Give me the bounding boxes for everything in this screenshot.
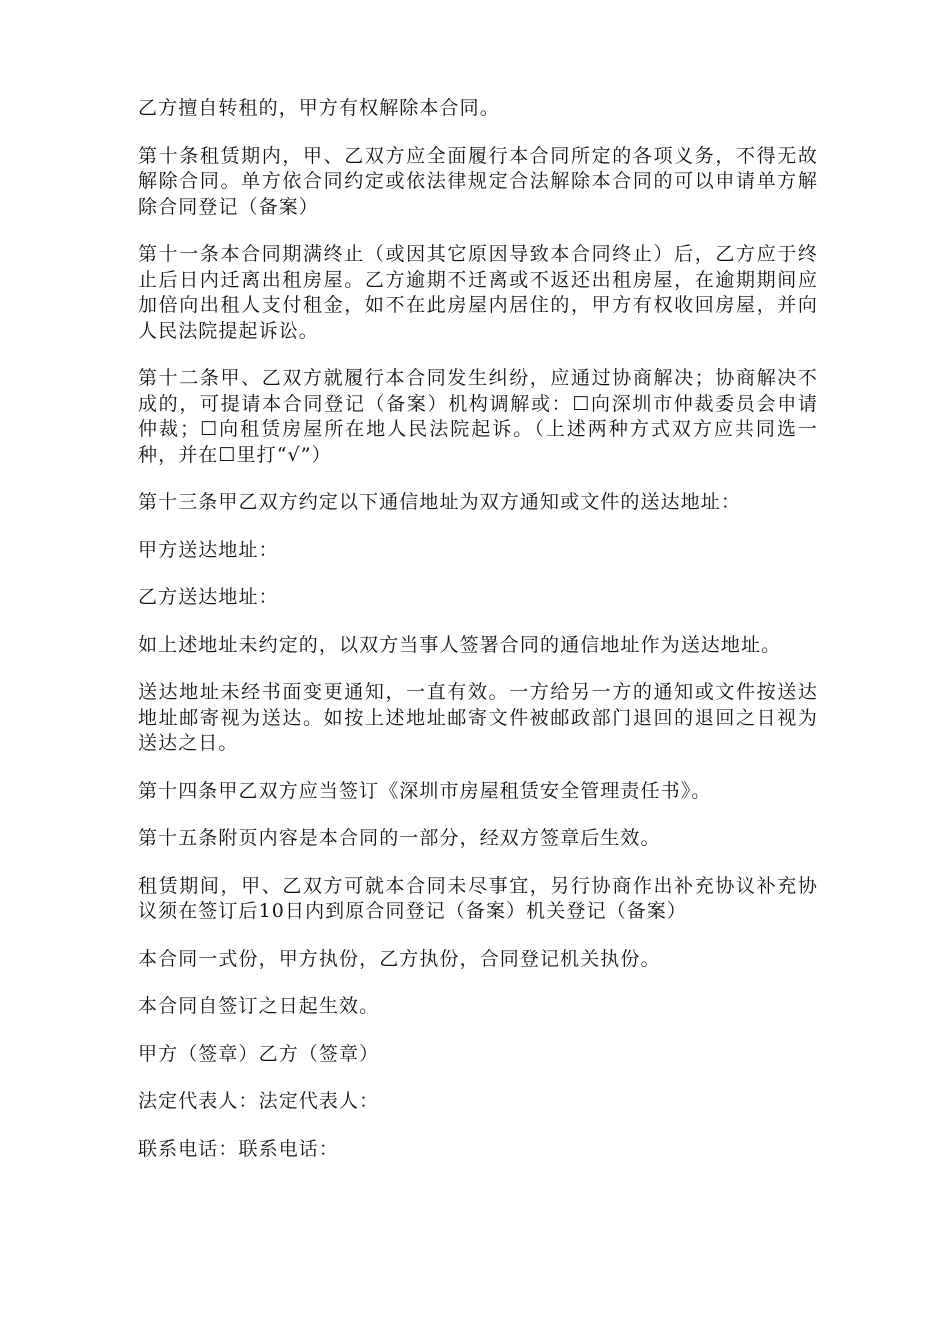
paragraph-article-15: 第十五条附页内容是本合同的一部分，经双方签章后生效。 bbox=[138, 827, 661, 849]
paragraph-sublease-termination: 乙方擅自转租的，甲方有权解除本合同。 bbox=[138, 97, 500, 119]
paragraph-article-11: 第十一条本合同期满终止（或因其它原因导致本合同终止）后，乙方应于终止后日内迁离出租房屋。乙方逾期不迁离或不返还出租房屋，在逾期期间应加倍向出租人支付租金，如不在此房屋内居住的，甲方有权收回房屋，并向人民法院提起诉讼。 bbox=[138, 243, 818, 342]
contract-page bbox=[138, 96, 818, 1184]
paragraph-default-address: 如上述地址未约定的，以双方当事人签署合同的通信地址作为送达地址。 bbox=[138, 633, 782, 656]
party-b-address-line: 乙方送达地址： bbox=[138, 586, 279, 608]
legal-representative-line: 法定代表人：法定代表人： bbox=[138, 1090, 380, 1112]
contact-phone-line: 联系电话：联系电话： bbox=[138, 1137, 340, 1160]
signature-line: 甲方（签章）乙方（签章） bbox=[138, 1042, 380, 1065]
paragraph-article-13: 第十三条甲乙双方约定以下通信地址为双方通知或文件的送达地址： bbox=[138, 491, 742, 513]
party-a-address-line: 甲方送达地址： bbox=[138, 538, 279, 561]
paragraph-article-10: 第十条租赁期内，甲、乙双方应全面履行本合同所定的各项义务，不得无故解除合同。单方依合同约定或依法律规定合法解除本合同的可以申请单方解除合同登记（备案） bbox=[138, 144, 818, 218]
paragraph-copies: 本合同一式份，甲方执份，乙方执份，合同登记机关执份。 bbox=[138, 947, 661, 970]
paragraph-supplementary-agreement: 租赁期间，甲、乙双方可就本合同未尽事宜，另行协商作出补充协议补充协议须在签订后10日内到原合同登记（备案）机关登记（备案） bbox=[138, 874, 818, 922]
paragraph-effective-date: 本合同自签订之日起生效。 bbox=[138, 995, 380, 1017]
paragraph-article-12: 第十二条甲、乙双方就履行本合同发生纠纷，应通过协商解决；协商解决不成的，可提请本合同登记（备案）机构调解或：☐向深圳市仲裁委员会申请仲裁；☐向租赁房屋所在地人民法院起诉。（上述两种方式双方应共同选一种，并在☐里打“√”） bbox=[138, 367, 818, 466]
paragraph-address-validity: 送达地址未经书面变更通知，一直有效。一方给另一方的通知或文件按送达地址邮寄视为送达。如按上述地址邮寄文件被邮政部门退回的退回之日视为送达之日。 bbox=[138, 681, 818, 754]
paragraph-article-14: 第十四条甲乙双方应当签订《深圳市房屋租赁安全管理责任书》。 bbox=[138, 779, 712, 802]
